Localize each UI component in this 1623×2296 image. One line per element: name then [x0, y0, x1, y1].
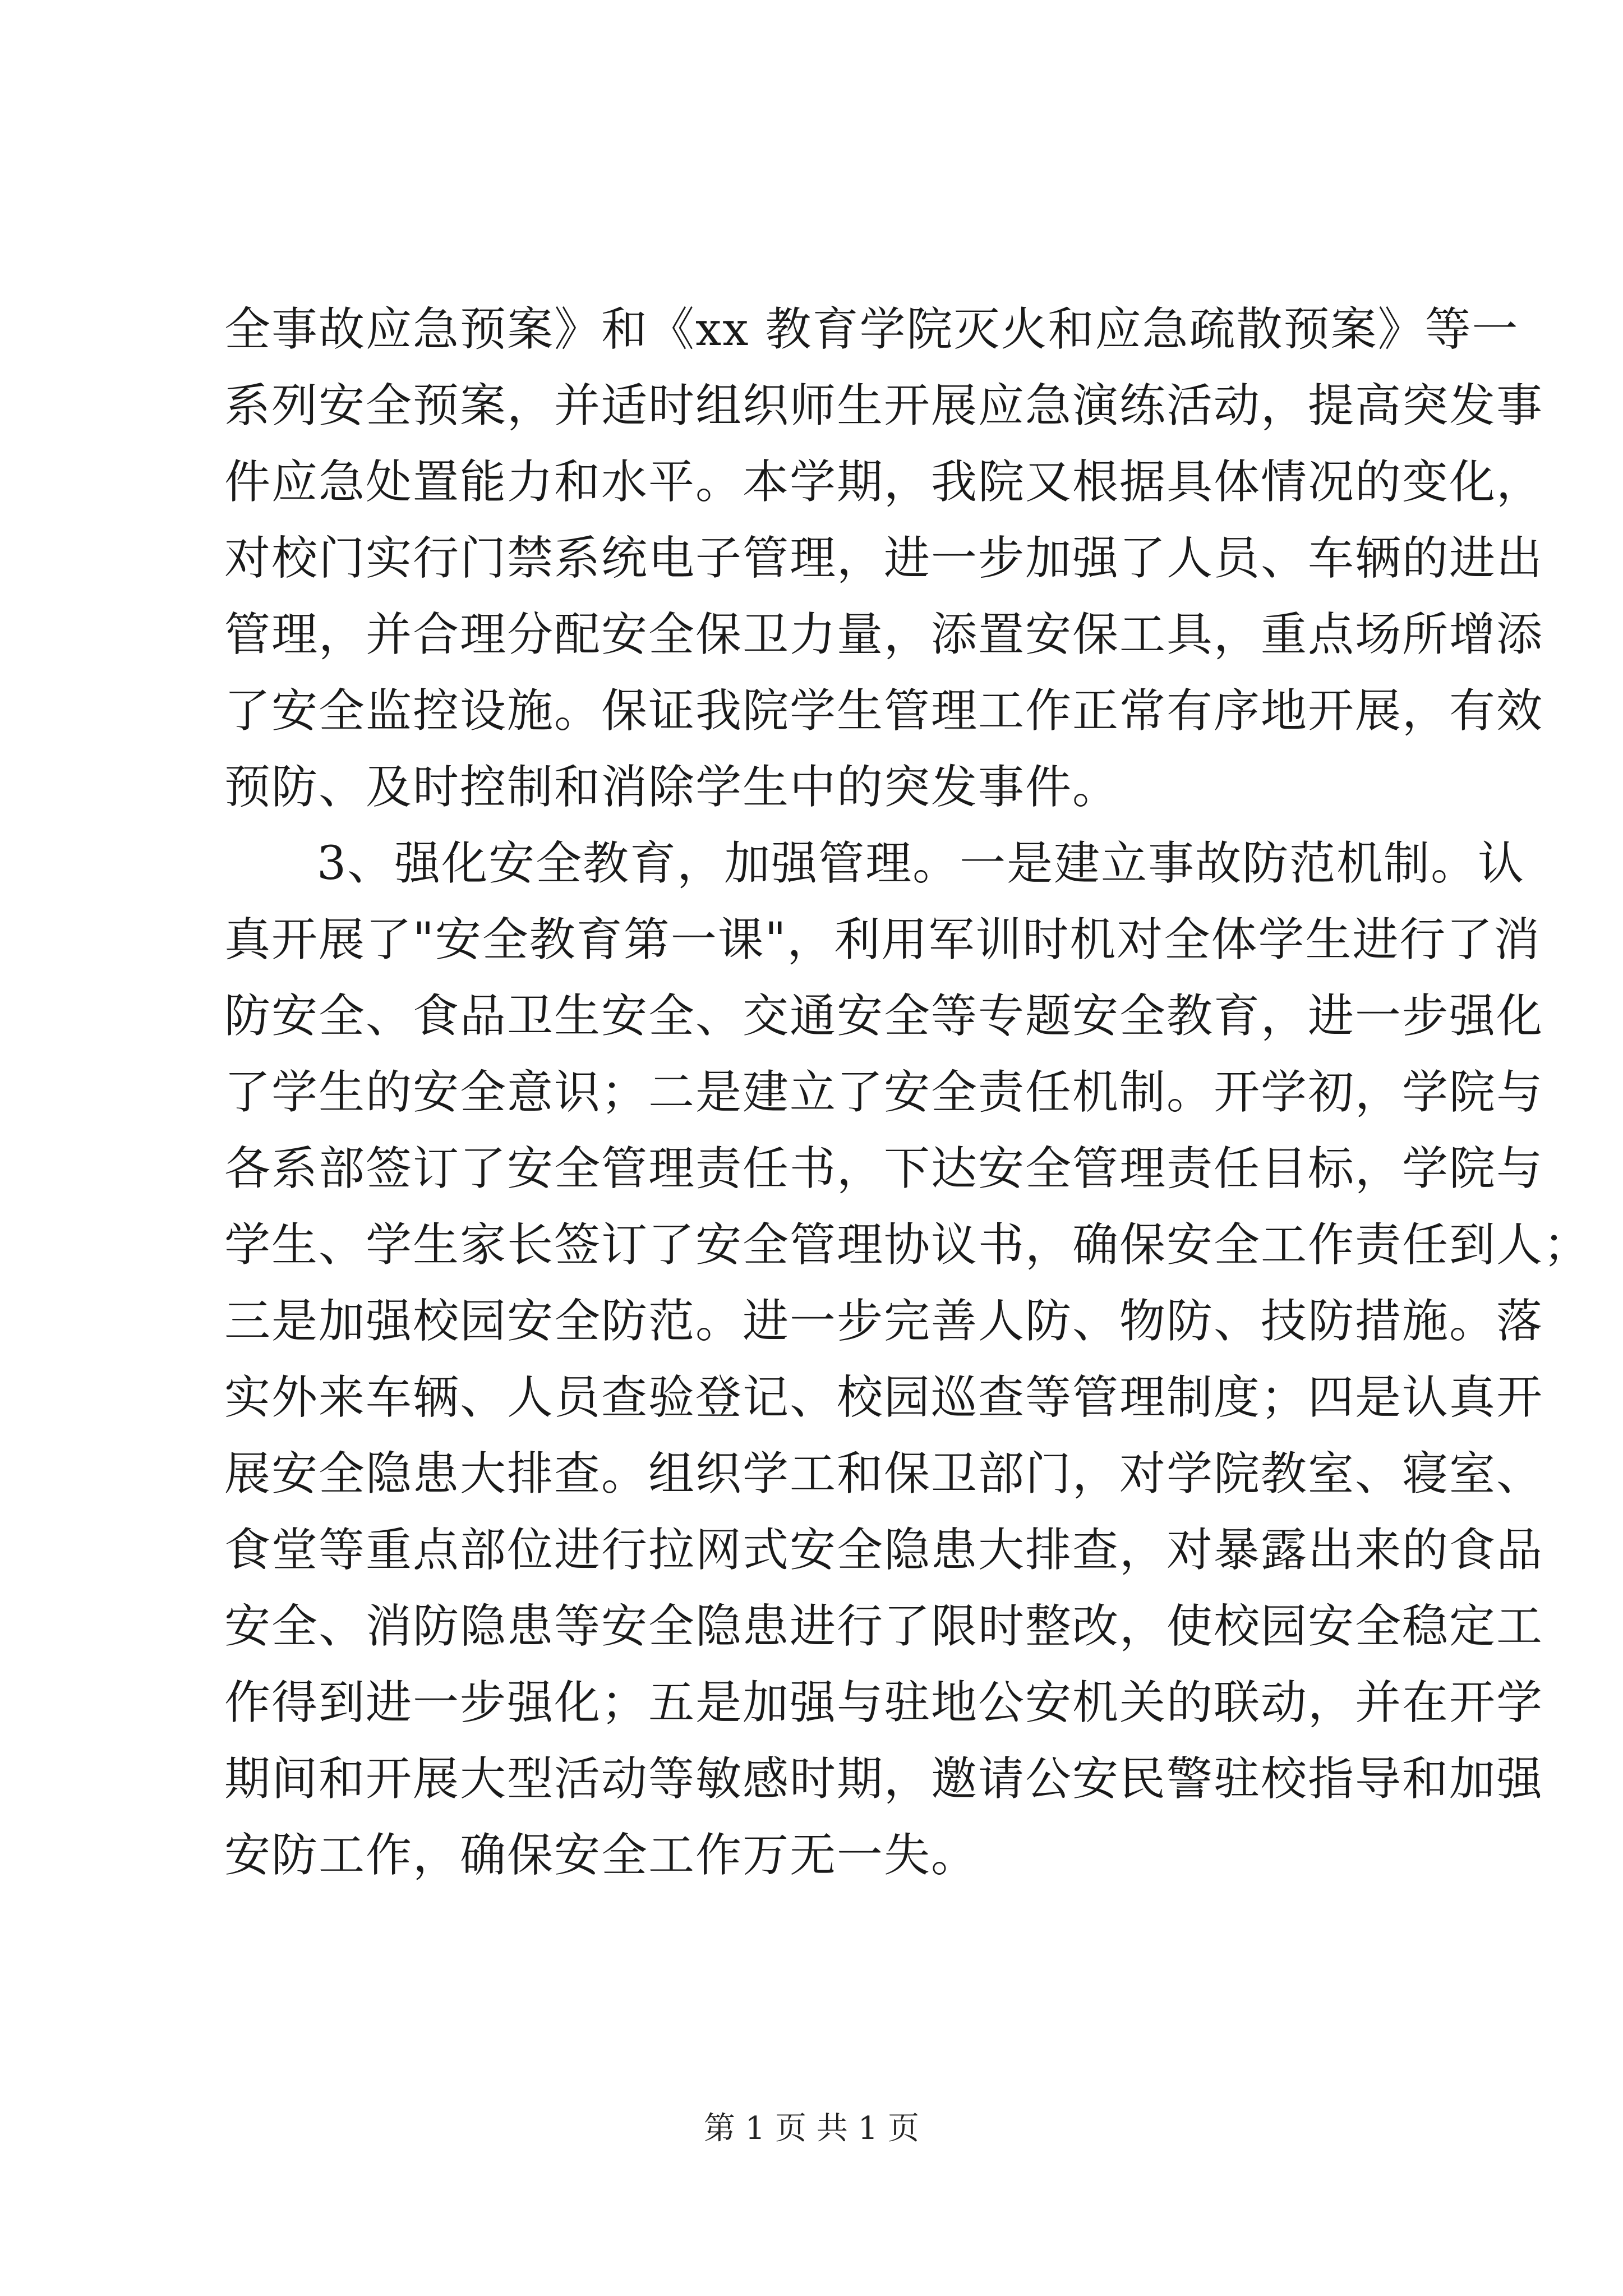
page-footer: 第 1 页 共 1 页 — [703, 2110, 920, 2147]
body-text — [224, 292, 1591, 1894]
text-line: 对校门实行门禁系统电子管理，进一步加强了人员、车辆的进出 — [224, 532, 1544, 585]
paragraph-start-line: 3、强化安全教育，加强管理。一是建立事故防范机制。认 — [317, 837, 1525, 890]
text-line: 作得到进一步强化；五是加强与驻地公安机关的联动，并在开学 — [224, 1676, 1544, 1729]
text-line: 三是加强校园安全防范。进一步完善人防、物防、技防措施。落 — [224, 1295, 1544, 1348]
text-line: 系列安全预案，并适时组织师生开展应急演练活动，提高突发事 — [224, 379, 1544, 432]
text-line: 管理，并合理分配安全保卫力量，添置安保工具，重点场所增添 — [224, 608, 1544, 661]
text-line: 学生、学生家长签订了安全管理协议书，确保安全工作责任到人； — [224, 1218, 1591, 1272]
text-line: 实外来车辆、人员查验登记、校园巡查等管理制度；四是认真开 — [224, 1371, 1544, 1424]
text-line: 安防工作，确保安全工作万无一失。 — [224, 1829, 979, 1882]
text-line: 了学生的安全意识；二是建立了安全责任机制。开学初，学院与 — [224, 1066, 1544, 1119]
text-line: 预防、及时控制和消除学生中的突发事件。 — [224, 761, 1120, 814]
text-line: 了安全监控设施。保证我院学生管理工作正常有序地开展，有效 — [224, 684, 1544, 738]
text-line: 食堂等重点部位进行拉网式安全隐患大排查，对暴露出来的食品 — [224, 1524, 1544, 1577]
text-line: 全事故应急预案》和《xx 教育学院灭火和应急疏散预案》等一 — [224, 303, 1519, 356]
text-line: 展安全隐患大排查。组织学工和保卫部门，对学院教室、寝室、 — [224, 1447, 1544, 1501]
text-line: 防安全、食品卫生安全、交通安全等专题安全教育，进一步强化 — [224, 990, 1544, 1043]
text-line: 件应急处置能力和水平。本学期，我院又根据具体情况的变化， — [224, 455, 1544, 509]
text-line: 真开展了"安全教育第一课"，利用军训时机对全体学生进行了消 — [224, 913, 1541, 967]
text-line: 各系部签订了安全管理责任书，下达安全管理责任目标，学院与 — [224, 1142, 1544, 1195]
text-line: 安全、消防隐患等安全隐患进行了限时整改，使校园安全稳定工 — [224, 1600, 1544, 1653]
text-line: 期间和开展大型活动等敏感时期，邀请公安民警驻校指导和加强 — [224, 1752, 1544, 1806]
